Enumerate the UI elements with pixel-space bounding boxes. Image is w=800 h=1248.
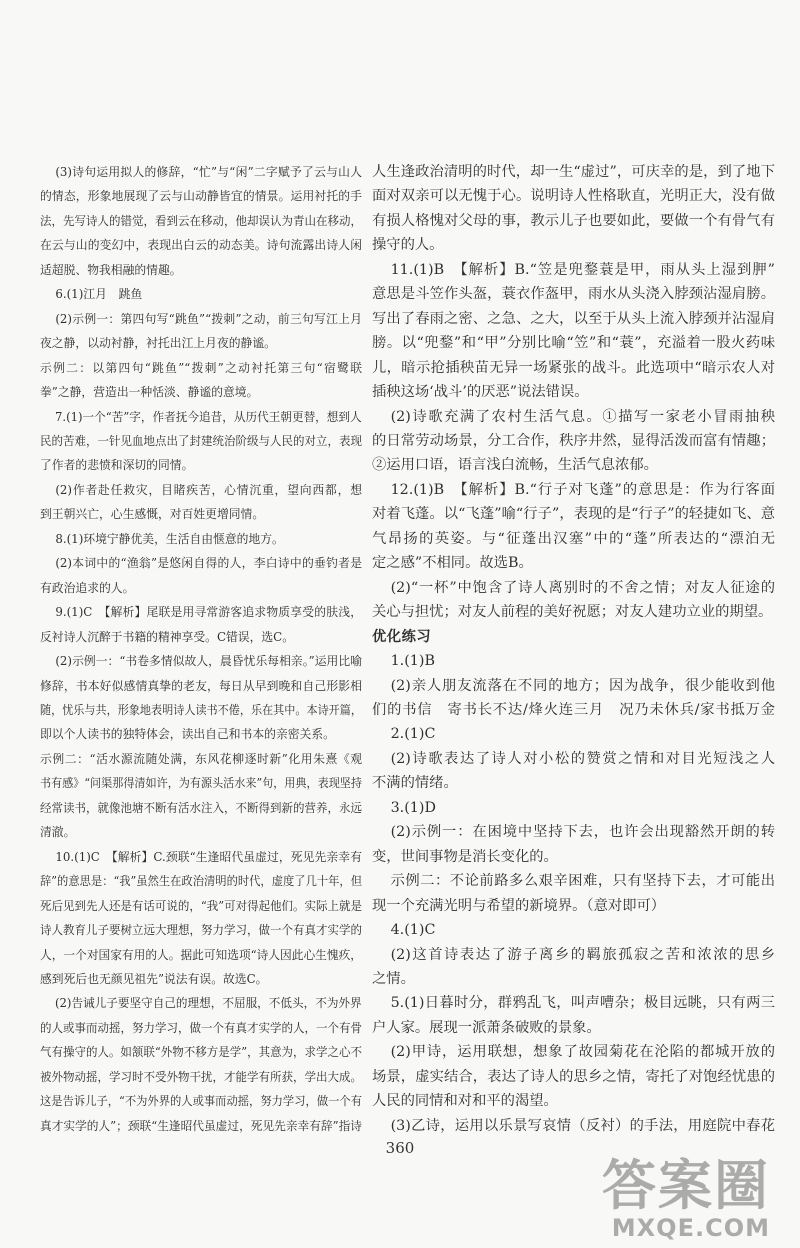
line-text: ②运用口语，语言浅白流畅，生活气息浓郁。 bbox=[372, 457, 658, 474]
text-line bbox=[40, 649, 362, 673]
text-line bbox=[372, 991, 775, 1015]
text-line bbox=[372, 282, 775, 306]
line-text: 意思是斗笠作头盔，蓑衣作盔甲，雨水从头浇入脖颈沾湿肩膀。 bbox=[372, 286, 775, 303]
text-line bbox=[40, 160, 362, 184]
text-line bbox=[40, 722, 362, 746]
line-text: 这是告诉儿子，“不为外界的人或事而动摇，努力学习，做一个有 bbox=[40, 1094, 362, 1109]
text-line bbox=[40, 845, 362, 869]
text-line bbox=[40, 943, 362, 967]
text-line bbox=[372, 674, 775, 698]
line-text: 的人或事而动摇，努力学习，做一个有真才实学的人，一个有骨 bbox=[40, 1020, 362, 1035]
text-line bbox=[40, 478, 362, 502]
line-text: 5.(1)日暮时分，群鸦乱飞，叫声嘈杂；极目远眺，只有两三 bbox=[390, 995, 775, 1012]
line-text: 11.(1)B 【解析】B.“笠是兜鍪蓑是甲，雨从头上湿到胛” bbox=[390, 261, 775, 278]
text-line bbox=[40, 576, 362, 600]
text-line bbox=[372, 1016, 775, 1040]
line-text: 感到死后也无颜见祖先”说法有误。故选C。 bbox=[40, 971, 268, 986]
line-text: 不满的情绪。 bbox=[372, 775, 458, 792]
left-column bbox=[40, 160, 362, 1138]
line-text: 有政治追求的人。 bbox=[40, 580, 135, 595]
text-line bbox=[40, 429, 362, 453]
text-line bbox=[40, 894, 362, 918]
line-text: 对着飞蓬。以“飞蓬”喻“行子”，表现的是“行子”的轻捷如飞、意 bbox=[372, 506, 775, 523]
text-line bbox=[40, 625, 362, 649]
text-line bbox=[40, 796, 362, 820]
line-text: 诗人教育儿子要树立远大理想，努力学习，做一个有真才实学的 bbox=[40, 923, 362, 938]
line-text: 12.(1)B 【解析】B.“行子对飞蓬”的意思是：作为行客面 bbox=[390, 481, 775, 498]
line-text: 6.(1)江月 跳鱼 bbox=[55, 287, 143, 302]
watermark-logo-text: 答案圈 bbox=[602, 1153, 770, 1217]
text-line bbox=[40, 258, 362, 282]
page-number: 360 bbox=[385, 1139, 415, 1157]
line-text: (2)告诫儿子要坚守自己的理想，不屈服，不低头，不为外界 bbox=[55, 996, 362, 1011]
line-text: 儿，暗示抢插秧苗无异一场紧张的战斗。此选项中“暗示农人对 bbox=[372, 359, 775, 376]
watermark-site-text: MXQE.COM bbox=[611, 1214, 770, 1242]
text-line bbox=[40, 820, 362, 844]
text-line bbox=[372, 478, 775, 502]
text-line bbox=[372, 160, 775, 184]
text-line bbox=[372, 551, 775, 575]
line-text: 1.(1)B bbox=[390, 653, 435, 670]
line-text: (2)诗歌表达了诗人对小松的赞赏之情和对目光短浅之人 bbox=[390, 750, 775, 767]
line-text: 拳”之静，营造出一种恬淡、静谧的意境。 bbox=[40, 385, 259, 400]
line-text: 们的书信 寄书长不达/烽火连三月 况乃未休兵/家书抵万金 bbox=[372, 701, 775, 718]
text-line bbox=[40, 233, 362, 257]
text-line bbox=[40, 405, 362, 429]
text-line bbox=[372, 698, 775, 722]
text-line bbox=[372, 527, 775, 551]
line-text: 适超脱、物我相融的情趣。 bbox=[40, 262, 182, 277]
line-text: 膀。以“兜鍪”和“甲”分别比喻“笠”和“蓑”，充溢着一股火药味 bbox=[372, 335, 775, 352]
line-text: (2)示例一：在困境中坚持下去，也许会出现豁然开朗的转 bbox=[390, 824, 775, 841]
text-line bbox=[372, 209, 775, 233]
text-line bbox=[372, 502, 775, 526]
text-line bbox=[40, 771, 362, 795]
line-text: 操守的人。 bbox=[372, 237, 444, 254]
text-line bbox=[40, 991, 362, 1015]
watermark-logo bbox=[590, 1153, 770, 1242]
line-text: 气有操守的人。如颔联“外物不移方是学”，其意为，求学之心不 bbox=[40, 1045, 362, 1060]
text-line bbox=[372, 1040, 775, 1064]
line-text: 示例二：“活水源流随处满，东风花柳逐时新”化用朱熹《观 bbox=[40, 751, 362, 766]
text-line bbox=[372, 771, 775, 795]
text-line bbox=[372, 1089, 775, 1113]
text-line bbox=[40, 502, 362, 526]
line-text: (2)示例一：“书卷多情似故人，晨昏忧乐每相亲。”运用比喻 bbox=[55, 654, 362, 669]
text-line bbox=[40, 1065, 362, 1089]
line-text: 10.(1)C 【解析】C.颈联“生逢昭代虽虚过，死见先亲幸有 bbox=[55, 849, 362, 864]
line-text: (2)“一杯”中饱含了诗人离别时的不舍之情；对友人征途的 bbox=[390, 579, 775, 596]
line-text: (2)这首诗表达了游子离乡的羁旅孤寂之苦和浓浓的思乡 bbox=[390, 946, 775, 963]
text-line bbox=[40, 1040, 362, 1064]
line-text: 2.(1)C bbox=[390, 726, 436, 743]
line-text: 的情态，形象地展现了云与山动静皆宜的情景。运用衬托的手 bbox=[40, 189, 362, 204]
text-line bbox=[40, 918, 362, 942]
line-text: (2)亲人朋友流落在不同的地方；因为战争，很少能收到他 bbox=[390, 677, 775, 694]
line-text: 写出了春雨之密、之急、之大，以至于从头上流入脖颈并沾湿肩 bbox=[372, 310, 775, 327]
line-text: 随，忧乐与共，形象地表明诗人读书不倦，乐在其中。本诗开篇， bbox=[40, 702, 362, 717]
line-text: 人民的同情和对和平的渴望。 bbox=[372, 1093, 558, 1110]
line-text: 3.(1)D bbox=[390, 799, 436, 816]
text-line bbox=[40, 1114, 362, 1138]
text-line bbox=[372, 307, 775, 331]
text-line bbox=[40, 282, 362, 306]
text-line bbox=[372, 429, 775, 453]
line-text: 之情。 bbox=[372, 970, 415, 987]
text-line bbox=[40, 184, 362, 208]
text-line bbox=[372, 356, 775, 380]
line-text: (2)示例一：第四句写“跳鱼”“拨刺”之动，前三句写江上月 bbox=[55, 311, 362, 326]
line-text: (2)诗歌充满了农村生活气息。①描写一家老小冒雨抽秧 bbox=[390, 408, 775, 425]
text-line bbox=[40, 698, 362, 722]
text-line bbox=[372, 1114, 775, 1138]
text-line bbox=[372, 894, 775, 918]
right-column bbox=[372, 160, 775, 1138]
text-line bbox=[372, 600, 775, 624]
text-line bbox=[372, 747, 775, 771]
text-line bbox=[372, 918, 775, 942]
text-line bbox=[372, 845, 775, 869]
line-text: 经常读书，就像池塘不断有活水注入，不断得到新的营养，永远 bbox=[40, 800, 362, 815]
line-text: 的日常劳动场景，分工合作，秩序井然，显得活泼而富有情趣； bbox=[372, 432, 775, 449]
line-text: 在云与山的变幻中，表现出白云的动态美。诗句流露出诗人闲 bbox=[40, 238, 362, 253]
text-line bbox=[372, 820, 775, 844]
line-text: (3)乙诗，运用以乐景写哀情（反衬）的手法，用庭院中春花 bbox=[390, 1117, 775, 1134]
line-text: 反衬诗人沉醉于书籍的精神享受。C错误，选C。 bbox=[40, 629, 294, 644]
line-text: 插秧这场‘战斗’的厌恶”说法错误。 bbox=[372, 384, 589, 401]
text-line bbox=[372, 943, 775, 967]
line-text: 定之感”不相同。故选B。 bbox=[372, 555, 533, 572]
text-line bbox=[372, 1065, 775, 1089]
line-text: 了作者的悲愤和深切的同情。 bbox=[40, 458, 194, 473]
line-text: (2)本词中的“渔翁”是悠闲自得的人，李白诗中的垂钓者是 bbox=[55, 556, 362, 571]
line-text: 清澈。 bbox=[40, 825, 76, 840]
text-line bbox=[372, 967, 775, 991]
line-text: (2)甲诗，运用联想，想象了故园菊花在沦陷的都城开放的 bbox=[390, 1044, 775, 1061]
text-line bbox=[372, 258, 775, 282]
text-line bbox=[40, 551, 362, 575]
text-line bbox=[372, 453, 775, 477]
text-line bbox=[372, 331, 775, 355]
line-text: 9.(1)C 【解析】尾联是用寻常游客追求物质享受的肤浅， bbox=[55, 605, 362, 620]
text-line bbox=[372, 576, 775, 600]
line-text: 书有感》“问渠那得清如许，为有源头活水来”句，用典，表现坚持 bbox=[40, 776, 362, 791]
line-text: 8.(1)环境宁静优美，生活自由惬意的地方。 bbox=[55, 531, 284, 546]
text-line bbox=[372, 796, 775, 820]
text-line bbox=[40, 1016, 362, 1040]
text-line bbox=[40, 527, 362, 551]
line-text: 7.(1)一个“苦”字，作者抚今追昔，从历代王朝更替，想到人 bbox=[55, 409, 362, 424]
line-text: 有损人格愧对父母的事，教示儿子也要如此，要做一个有骨气有 bbox=[372, 212, 775, 229]
line-text: 关心与担忧；对友人前程的美好祝愿；对友人建功立业的期望。 bbox=[372, 604, 773, 621]
text-line bbox=[372, 405, 775, 429]
line-text: (3)诗句运用拟人的修辞，“忙”与“闲”二字赋予了云与山人 bbox=[55, 165, 362, 179]
line-text: 夜之静，以动衬静，衬托出江上月夜的静谧。 bbox=[40, 336, 276, 351]
text-line bbox=[372, 380, 775, 404]
line-text: 人，一个对国家有用的人。据此可知选项“诗人因此心生愧疚， bbox=[40, 947, 362, 962]
text-line bbox=[372, 649, 775, 673]
line-text: 民的苦难，一针见血地点出了封建统治阶级与人民的对立，表现 bbox=[40, 433, 362, 448]
line-text: 即以个人读书的独特体会，读出自己和书本的亲密关系。 bbox=[40, 727, 335, 742]
text-line bbox=[40, 600, 362, 624]
text-line bbox=[40, 869, 362, 893]
line-text: 到王朝兴亡，心生感慨，对百姓更增同情。 bbox=[40, 507, 265, 522]
line-text: 场景，虚实结合，表达了诗人的思乡之情，寄托了对饱经忧患的 bbox=[372, 1068, 775, 1085]
line-text: 气昂扬的英姿。与“征蓬出汉塞”中的“蓬”所表达的“漂泊无 bbox=[372, 530, 775, 547]
text-line bbox=[40, 307, 362, 331]
text-line bbox=[372, 233, 775, 257]
line-text: 死后见到先人还是有话可说的，“我”可对得起他们。实际上就是 bbox=[40, 898, 362, 913]
text-line bbox=[40, 331, 362, 355]
line-text: 4.(1)C bbox=[390, 922, 436, 939]
text-line bbox=[40, 967, 362, 991]
line-text: 变，世间事物是消长变化的。 bbox=[372, 848, 558, 865]
text-line bbox=[40, 1089, 362, 1113]
text-line bbox=[372, 722, 775, 746]
text-line bbox=[40, 356, 362, 380]
text-line bbox=[40, 209, 362, 233]
text-line bbox=[40, 674, 362, 698]
section-heading-text: 优化练习 bbox=[372, 628, 432, 645]
line-text: 修辞，书本好似感情真挚的老友，每日从早到晚和自己形影相 bbox=[40, 678, 362, 693]
line-text: (2)作者赴任救灾，目睹疾苦，心情沉重，望向西都，想 bbox=[55, 482, 362, 497]
text-line bbox=[40, 747, 362, 771]
line-text: 示例二：不论前路多么艰辛困难，只有坚持下去，才可能出 bbox=[390, 873, 775, 890]
text-line bbox=[40, 453, 362, 477]
line-text: 法，先写诗人的错觉，看到云在移动，他却误认为青山在移动， bbox=[40, 213, 362, 228]
line-text: 人生逢政治清明的时代，却一生“虚过”，可庆幸的是，到了地下 bbox=[372, 164, 775, 180]
text-line bbox=[40, 380, 362, 404]
text-line bbox=[372, 184, 775, 208]
line-text: 户人家。展现一派萧条破败的景象。 bbox=[372, 1019, 601, 1036]
line-text: 现一个充满光明与希望的新境界。（意对即可） bbox=[372, 897, 666, 914]
text-line bbox=[372, 869, 775, 893]
line-text: 被外物动摇，学习时不受外物干扰，才能学有所获，学出大成。 bbox=[40, 1069, 362, 1084]
line-text: 示例二：以第四句“跳鱼”“拨刺”之动衬托第三句“宿鹭联 bbox=[40, 360, 362, 375]
line-text: 面对双亲可以无愧于心。说明诗人性格耿直，光明正大，没有做 bbox=[372, 188, 775, 205]
line-text: 真才实学的人”；颈联“生逢昭代虽虚过，死见先亲幸有辞”指诗 bbox=[40, 1118, 362, 1133]
section-heading bbox=[372, 625, 775, 649]
line-text: 辞”的意思是：“我”虽然生在政治清明的时代，虚度了几十年，但 bbox=[40, 874, 362, 889]
